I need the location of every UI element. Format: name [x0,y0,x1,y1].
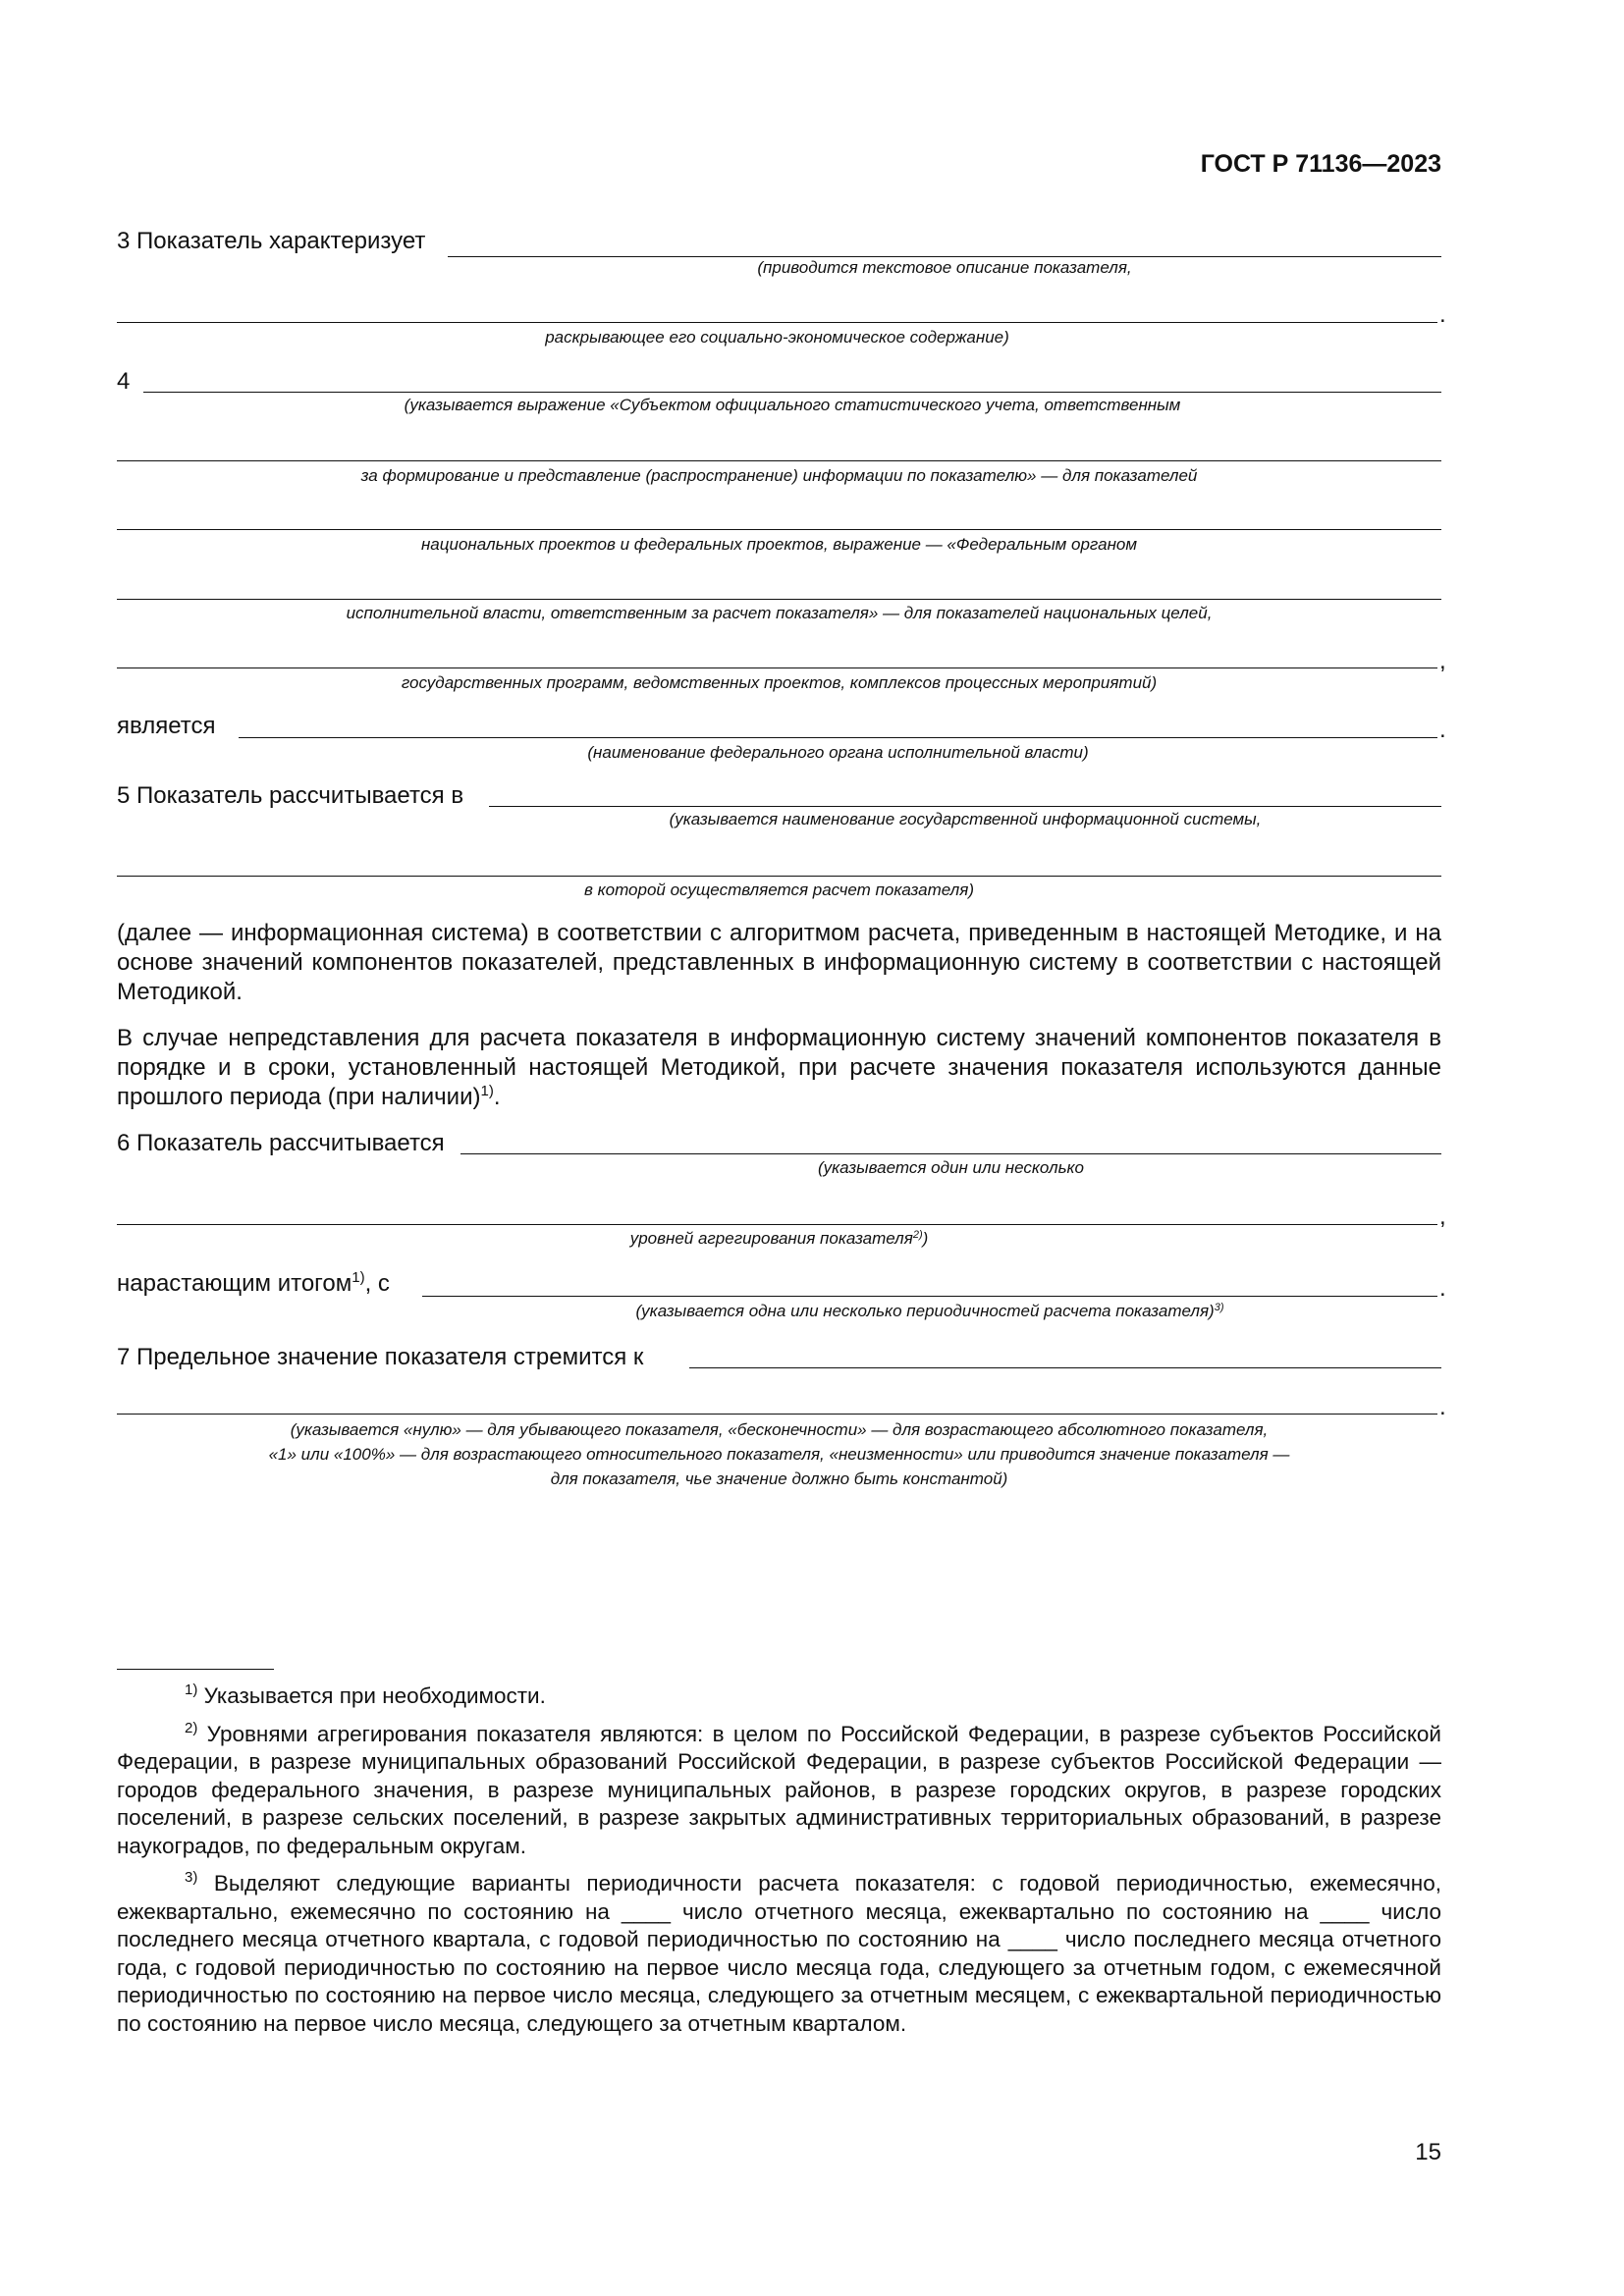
section3-caption-2: раскрывающее его социально-экономическое содержание) [545,328,1009,347]
comma-mark: , [1439,1203,1446,1230]
section5-blank-1 [489,806,1441,807]
footnote-2-mark: 2) [185,1719,198,1736]
section6-blank-periodicity [422,1296,1437,1297]
footnote-2 [117,1721,1441,1861]
section3-blank-2 [117,322,1437,323]
section4-caption-2: за формирование и представление (распространение) информации по показателю» — для показателей [360,466,1198,485]
section6-cumulative-end: , с [364,1270,390,1297]
comma-mark: , [1439,648,1446,674]
section7-blank-2 [117,1414,1437,1415]
section7-caption-2: «1» или «100%» — для возрастающего относительного показателя, «неизменности» или приводится значение показателя — [268,1445,1290,1464]
footnote-separator [117,1669,274,1670]
section6-caption-1: (указывается один или несколько [817,1158,1084,1177]
section6-caption-2-end: ) [922,1229,929,1248]
footnote-ref-1: 1) [480,1083,494,1099]
footnote-3-text: Выделяют следующие варианты периодичности расчета показателя: с годовой периодичностью, ежемесячно, ежеквартально, ежемесячно по состоянию на ____ число отчетного месяца, ежеквартально по состоянию на ____ число последнего месяца отчетного квартала, с годовой периодичностью по состоянию на ____ число последнего месяца отчетного года, с годовой периодичностью по состоянию на первое число месяца года, следующего за отчетным годом, с ежемесячной периодичностью по состоянию на первое число месяца, следующего за отчетным месяцем, с ежеквартальной периодичностью по состоянию на первое число месяца, следующего за отчетным кварталом. [117,1871,1441,2036]
section4-is-label: является [117,713,216,739]
section6-blank-1 [460,1153,1441,1154]
section5-paragraph-2 [117,1024,1441,1112]
section6-label: 6 Показатель рассчитывается [117,1130,445,1156]
footnote-ref-2: 2) [912,1229,923,1241]
section4-blank-authority [239,737,1437,738]
section3-label: 3 Показатель характеризует [117,228,426,254]
page-number: 15 [1415,2139,1441,2165]
section5-label: 5 Показатель рассчитывается в [117,782,464,809]
section4-blank-5 [117,667,1437,668]
section4-caption-4: исполнительной власти, ответственным за расчет показателя» — для показателей национальных целей, [346,604,1213,622]
section4-caption-1: (указывается выражение «Субъектом официального статистического учета, ответственным [404,396,1181,414]
section4-caption-5: государственных программ, ведомственных проектов, комплексов процессных мероприятий) [401,673,1158,692]
footnote-ref-3: 3) [1214,1302,1224,1313]
section4-blank-4 [117,599,1441,600]
footnote-2-text: Уровнями агрегирования показателя являются: в целом по Российской Федерации, в разрезе субъектов Российской Федерации, в разрезе муниципальных образований Российской Федерации, в разрезе субъектов Российской Федерации — городов федерального значения, в разрезе муниципальных районов, в разрезе городских округов, в разрезе городских поселений, в разрезе сельских поселений, в разрезе закрытых административных территориальных образований, в разрезе наукоградов, по федеральным округам. [117,1721,1441,1858]
section5-paragraph-1-text: (далее — информационная система) в соответствии с алгоритмом расчета, приведенным в настоящей Методике, и на основе значений компонентов показателей, представленных в информационную систему в соответствии с настоящей Методикой. [117,920,1441,1005]
period-mark: . [1439,301,1446,328]
footnote-3-mark: 3) [185,1869,198,1886]
section7-label: 7 Предельное значение показателя стремится к [117,1344,644,1370]
section7-caption-3: для показателя, чье значение должно быть константой) [550,1469,1008,1488]
standard-designation: ГОСТ Р 71136—2023 [1200,150,1441,178]
period-mark: . [1439,717,1446,743]
section6-caption-2 [117,1229,1441,1249]
section3-caption-1: (приводится текстовое описание показателя, [757,258,1132,277]
section3-blank-1 [448,256,1441,257]
section4-caption-3: национальных проектов и федеральных проектов, выражение — «Федеральным органом [420,535,1138,554]
footnote-1 [117,1682,1441,1711]
footnote-3 [117,1870,1441,2038]
section6-blank-2 [117,1224,1437,1225]
section7-blank-1 [689,1367,1441,1368]
section4-is-caption: (наименование федерального органа исполнительной власти) [587,743,1089,762]
footnotes [117,1682,1441,2038]
section6-cumulative-text: нарастающим итогом [117,1270,352,1297]
section6-cumulative-label [117,1270,390,1298]
section5-paragraph-2-body: В случае непредставления для расчета показателя в информационную систему значений компонентов показателя в порядке и в сроки, установленный настоящей Методикой, при расчете значения показателя используются данные прошлого периода (при наличии) [117,1025,1441,1110]
section5-paragraph-2-end: . [493,1084,501,1110]
section6-caption-3 [422,1302,1437,1321]
section6-caption-3-text: (указывается одна или несколько периодичностей расчета показателя) [635,1302,1215,1320]
section5-paragraph-1 [117,919,1441,1007]
footnote-1-mark: 1) [185,1682,198,1698]
section7-caption-1: (указывается «нулю» — для убывающего показателя, «бесконечности» — для возрастающего абсолютного показателя, [290,1420,1269,1439]
period-mark: . [1439,1394,1446,1420]
section4-blank-3 [117,529,1441,530]
footnote-ref-1: 1) [352,1269,365,1286]
section5-blank-2 [117,876,1441,877]
section5-caption-1: (указывается наименование государственной информационной системы, [669,810,1262,828]
section4-number: 4 [117,368,131,395]
section6-caption-2-text: уровней агрегирования показателя [629,1229,913,1248]
section5-paragraph-2-text [117,1024,1441,1112]
period-mark: . [1439,1275,1446,1302]
section4-blank-1 [143,392,1441,393]
section4-blank-2 [117,460,1441,461]
section5-caption-2: в которой осуществляется расчет показателя) [583,881,975,899]
footnote-1-text: Указывается при необходимости. [203,1683,546,1708]
